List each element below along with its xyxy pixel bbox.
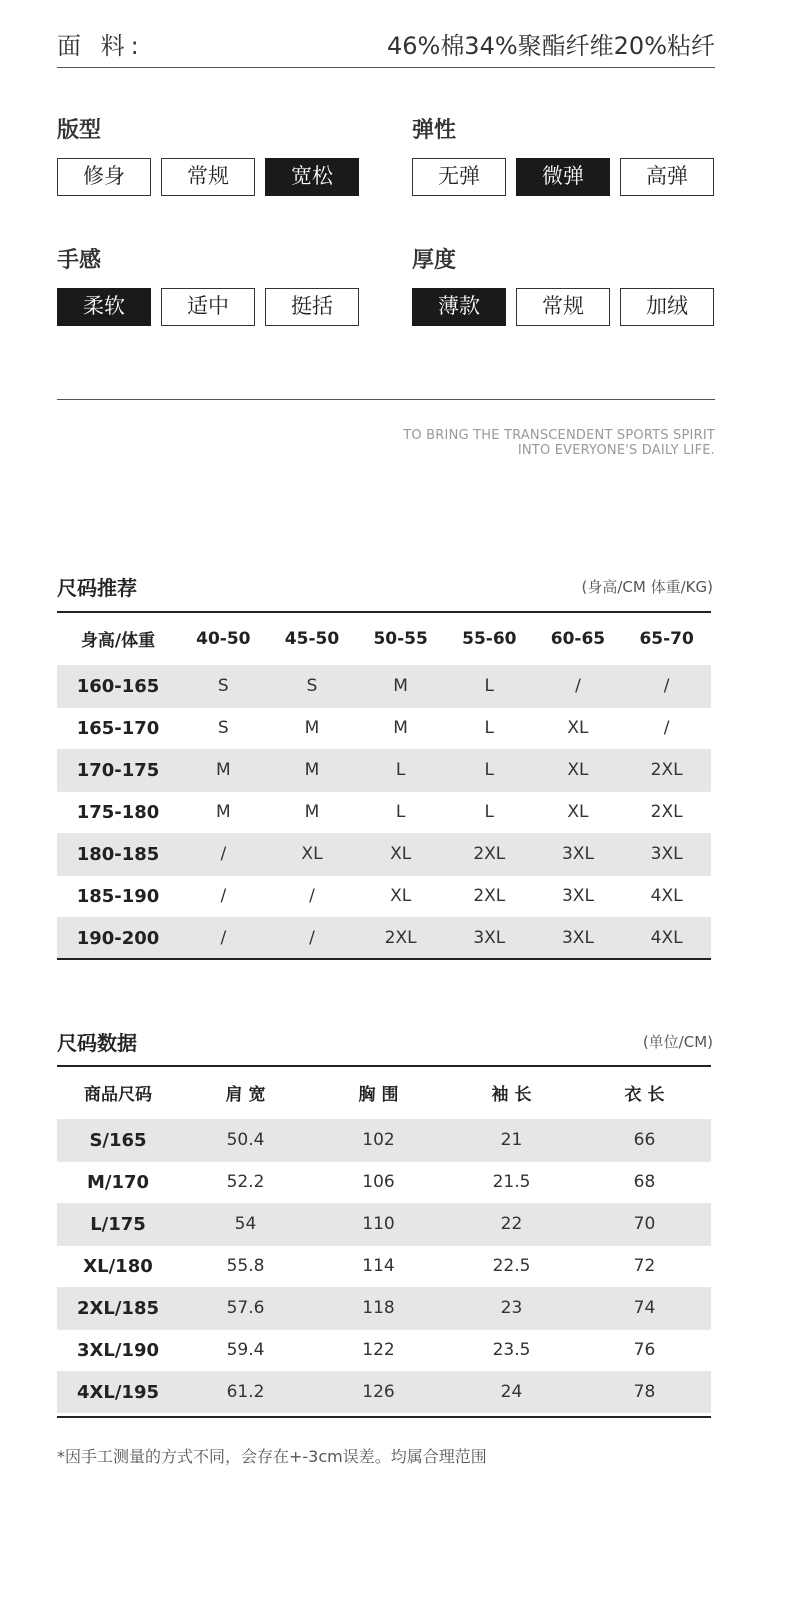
- attr-title: 弹性: [412, 118, 457, 143]
- table-cell: L: [484, 718, 495, 738]
- column-header: 60-65: [550, 628, 606, 649]
- table-cell: 66: [633, 1130, 656, 1150]
- table-cell: L: [395, 802, 406, 822]
- row-header-cell: 165-170: [76, 717, 160, 739]
- table-cell: 74: [633, 1298, 656, 1318]
- table-cell: 122: [362, 1340, 395, 1360]
- table-cell: 3XL: [473, 928, 506, 949]
- row-header-cell: 3XL/190: [76, 1339, 160, 1361]
- table-cell: 76: [633, 1340, 656, 1360]
- attr-group-elasticity: [412, 116, 714, 188]
- size-data-note: (单位/CM): [642, 1033, 713, 1051]
- row-header-cell: M/170: [86, 1171, 150, 1193]
- slogan-line: INTO EVERYONE'S DAILY LIFE.: [517, 443, 715, 458]
- fabric-row: [57, 24, 715, 68]
- table-cell: /: [220, 886, 227, 906]
- table-cell: XL: [567, 760, 589, 780]
- size-data-table: [57, 1067, 711, 1413]
- table-cell: /: [309, 886, 315, 906]
- attr-group-thickness: [412, 246, 714, 318]
- table-cell: L: [484, 760, 495, 780]
- table-cell: S: [217, 676, 229, 696]
- table-cell: 2XL: [473, 886, 506, 906]
- table-cell: 3XL: [561, 886, 594, 906]
- table-row: [57, 707, 711, 749]
- table-cell: M: [304, 718, 320, 738]
- table-cell: 57.6: [226, 1298, 265, 1318]
- table-cell: 23.5: [492, 1340, 531, 1360]
- attr-options: [412, 288, 714, 326]
- table-cell: 2XL: [650, 802, 683, 822]
- column-header: 55-60: [462, 628, 517, 649]
- row-header-cell: XL/180: [83, 1255, 153, 1277]
- table-row: [57, 875, 711, 917]
- table-cell: 110: [362, 1214, 395, 1234]
- table-cell: 21: [500, 1130, 523, 1150]
- table-bottom-rule: [57, 1416, 711, 1418]
- row-header-cell: 4XL/195: [76, 1381, 160, 1403]
- table-cell: 50.4: [226, 1130, 265, 1150]
- table-cell: 114: [362, 1256, 395, 1276]
- table-cell: 3XL: [561, 928, 594, 949]
- attr-option: 宽松: [265, 158, 359, 196]
- row-header-cell: 185-190: [76, 885, 160, 907]
- table-cell: 55.8: [226, 1256, 265, 1276]
- size-data-title: 尺码数据: [57, 1031, 137, 1055]
- table-cell: 54: [234, 1214, 257, 1234]
- row-header-cell: 2XL/185: [76, 1297, 160, 1319]
- attr-option: 常规: [161, 158, 255, 196]
- fabric-label: 面 料:: [57, 32, 145, 60]
- table-cell: 52.2: [226, 1172, 265, 1192]
- table-cell: 59.4: [226, 1340, 265, 1360]
- attr-option: 无弹: [412, 158, 506, 196]
- row-header-cell: 175-180: [76, 801, 160, 823]
- table-cell: 118: [362, 1298, 395, 1318]
- table-row: [57, 1287, 711, 1329]
- table-cell: /: [220, 928, 227, 949]
- table-cell: L: [484, 676, 495, 696]
- table-cell: 23: [500, 1298, 523, 1318]
- table-cell: XL: [390, 844, 412, 864]
- brand-slogan: [403, 428, 715, 458]
- table-cell: 72: [633, 1256, 656, 1276]
- attr-options: [57, 158, 359, 196]
- column-header: 商品尺码: [84, 1085, 152, 1106]
- table-cell: S: [217, 718, 229, 738]
- row-header-cell: 190-200: [76, 927, 160, 949]
- table-row: [57, 1371, 711, 1413]
- attr-option: 修身: [57, 158, 151, 196]
- table-cell: 3XL: [650, 844, 683, 864]
- table-cell: /: [309, 928, 315, 949]
- row-header-cell: S/165: [89, 1129, 147, 1151]
- table-cell: 102: [362, 1130, 395, 1150]
- table-cell: 3XL: [561, 844, 594, 864]
- table-row: [57, 833, 711, 875]
- column-header: 40-50: [196, 628, 251, 649]
- table-cell: /: [663, 676, 670, 696]
- table-row: [57, 749, 711, 791]
- column-header: 45-50: [284, 628, 340, 649]
- table-cell: L: [484, 802, 495, 822]
- column-header: 50-55: [373, 628, 428, 649]
- size-recommend-table: [57, 613, 711, 959]
- attr-option: 柔软: [57, 288, 151, 326]
- table-cell: 4XL: [650, 928, 683, 949]
- table-cell: M: [215, 802, 231, 822]
- attr-title: 版型: [57, 118, 102, 143]
- attr-group-hand-feel: [57, 246, 359, 318]
- table-cell: 24: [500, 1382, 523, 1403]
- table-cell: 106: [362, 1172, 395, 1192]
- row-header-cell: 160-165: [76, 675, 160, 697]
- table-cell: M: [304, 760, 320, 780]
- table-cell: M: [215, 760, 231, 780]
- table-cell: 2XL: [384, 928, 417, 949]
- size-recommend-note: (身高/CM 体重/KG): [581, 578, 713, 596]
- column-header: 衣 长: [624, 1085, 665, 1106]
- column-header: 身高/体重: [80, 631, 156, 652]
- attr-option: 高弹: [620, 158, 714, 196]
- table-cell: /: [663, 718, 670, 738]
- table-header-row: [57, 613, 711, 665]
- column-header: 袖 长: [491, 1085, 532, 1106]
- slogan-line: TO BRING THE TRANSCENDENT SPORTS SPIRIT: [403, 428, 715, 443]
- attr-options: [57, 288, 359, 326]
- attr-option: 薄款: [412, 288, 506, 326]
- table-cell: 4XL: [650, 886, 683, 906]
- attr-option: 适中: [161, 288, 255, 326]
- attr-title: 手感: [57, 248, 102, 273]
- table-cell: /: [220, 844, 227, 864]
- table-cell: 2XL: [473, 844, 506, 864]
- table-cell: M: [393, 676, 408, 696]
- table-cell: XL: [567, 802, 589, 822]
- table-cell: 21.5: [492, 1172, 531, 1192]
- column-header: 胸 围: [358, 1085, 399, 1106]
- table-cell: 2XL: [650, 760, 683, 780]
- attr-option: 加绒: [620, 288, 714, 326]
- table-row: [57, 917, 711, 959]
- table-cell: L: [395, 760, 406, 780]
- table-cell: M: [393, 718, 408, 738]
- attr-option: 微弹: [516, 158, 610, 196]
- attr-option: 常规: [516, 288, 610, 326]
- size-recommend-title: 尺码推荐: [57, 576, 137, 600]
- table-row: [57, 791, 711, 833]
- table-row: [57, 665, 711, 707]
- table-cell: 126: [362, 1382, 395, 1403]
- table-row: [57, 1329, 711, 1371]
- column-header: 肩 宽: [225, 1085, 266, 1106]
- table-cell: 70: [633, 1214, 656, 1234]
- table-header-row: [57, 1067, 711, 1119]
- table-cell: 22: [500, 1214, 523, 1234]
- attr-title: 厚度: [412, 248, 457, 273]
- table-bottom-rule: [57, 958, 711, 960]
- attr-group-fit: [57, 116, 359, 188]
- table-row: [57, 1203, 711, 1245]
- table-cell: /: [575, 676, 581, 696]
- table-cell: 22.5: [492, 1256, 531, 1276]
- row-header-cell: 170-175: [76, 759, 160, 781]
- column-header: 65-70: [639, 628, 694, 649]
- row-header-cell: 180-185: [76, 843, 160, 865]
- fabric-value: 46%棉34%聚酯纤维20%粘纤: [386, 32, 715, 60]
- row-header-cell: L/175: [90, 1213, 146, 1235]
- table-row: [57, 1119, 711, 1161]
- attr-options: [412, 158, 714, 196]
- table-row: [57, 1161, 711, 1203]
- table-cell: 78: [633, 1382, 656, 1403]
- table-cell: S: [306, 676, 318, 696]
- table-cell: M: [304, 802, 320, 822]
- table-row: [57, 1245, 711, 1287]
- table-cell: 68: [633, 1172, 656, 1192]
- table-cell: XL: [567, 718, 589, 738]
- table-cell: XL: [390, 886, 412, 906]
- table-cell: 61.2: [226, 1382, 265, 1403]
- section-divider: [57, 399, 715, 400]
- table-cell: XL: [301, 844, 323, 864]
- measurement-footnote: *因手工测量的方式不同，会存在+-3cm误差。均属合理范围: [57, 1447, 487, 1466]
- attr-option: 挺括: [265, 288, 359, 326]
